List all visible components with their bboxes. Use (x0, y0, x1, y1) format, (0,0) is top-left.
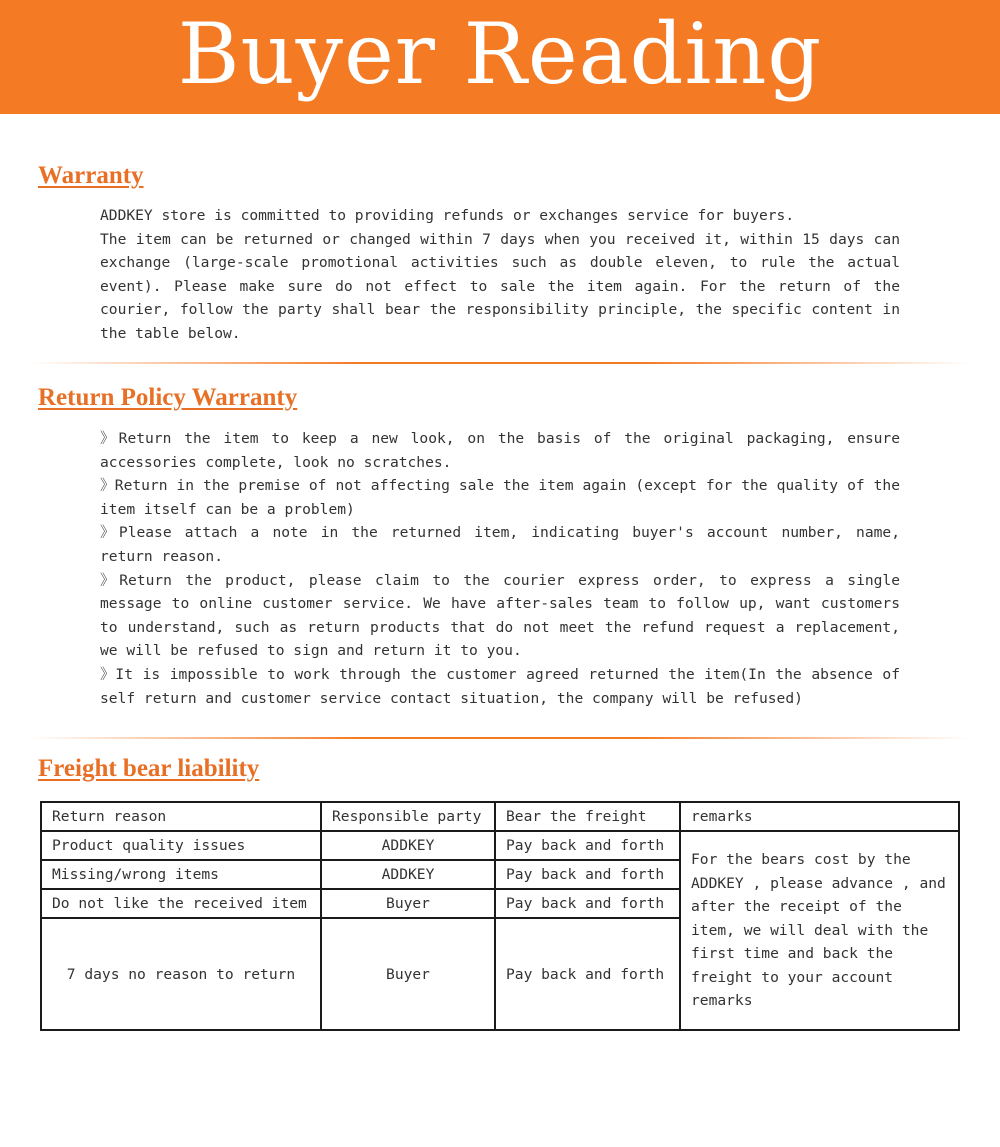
cell-party: Buyer (321, 918, 495, 1030)
cell-freight: Pay back and forth (495, 889, 680, 918)
header-banner (0, 0, 1000, 114)
cell-reason: Product quality issues (41, 831, 321, 860)
cell-reason: 7 days no reason to return (41, 918, 321, 1030)
policy-item: 》Return in the premise of not affecting sale the item again (except for the quality of the item itself can be a problem) (100, 477, 900, 518)
cell-reason: Do not like the received item (41, 889, 321, 918)
policy-item: 》Return the item to keep a new look, on the basis of the original packaging, ensure accessories complete, look no scratches. (100, 430, 900, 471)
cell-freight: Pay back and forth (495, 831, 680, 860)
return-policy-heading: Return Policy Warranty (38, 384, 298, 411)
section-divider (30, 737, 970, 739)
policy-item: 》Please attach a note in the returned item, indicating buyer's account number, name, return reason. (100, 524, 900, 565)
cell-party: ADDKEY (321, 860, 495, 889)
cell-party: Buyer (321, 889, 495, 918)
cell-freight: Pay back and forth (495, 860, 680, 889)
header-return-reason: Return reason (41, 802, 321, 831)
cell-freight: Pay back and forth (495, 918, 680, 1030)
table-row (41, 831, 959, 860)
table-header-row (41, 802, 959, 831)
header-remarks: remarks (680, 802, 959, 831)
header-responsible-party: Responsible party (321, 802, 495, 831)
policy-item: 》It is impossible to work through the customer agreed returned the item(In the absence of self return and customer service contact situation, the company will be refused) (100, 665, 900, 707)
freight-heading: Freight bear liability (38, 755, 260, 782)
freight-table (40, 801, 960, 1031)
warranty-heading: Warranty (38, 162, 144, 189)
header-bear-freight: Bear the freight (495, 802, 680, 831)
warranty-line: ADDKEY store is committed to providing refunds or exchanges service for buyers. (100, 207, 795, 224)
warranty-line: The item can be returned or changed within 7 days when you received it, within 15 days can exchange (large-scale promotional activities such as double eleven, to rule the actual event). Please make sure do not effect to sale the item again. For the return of the courier, follow the party shall bear the responsibility principle, the specific content in the table below. (100, 230, 900, 342)
return-policy-list (100, 427, 900, 710)
cell-reason: Missing/wrong items (41, 860, 321, 889)
warranty-text (100, 204, 900, 346)
cell-remarks: For the bears cost by the ADDKEY , please advance , and after the receipt of the item, we will deal with the first time and back the freight to your account remarks (680, 831, 959, 1030)
page-title: Buyer Reading (177, 5, 823, 103)
section-divider (30, 362, 970, 364)
policy-item: 》Return the product, please claim to the courier express order, to express a single message to online customer service. We have after-sales team to follow up, want customers to understand, such as return products that do not meet the refund request a replacement, we will be refused to sign and return it to you. (100, 571, 900, 660)
cell-party: ADDKEY (321, 831, 495, 860)
